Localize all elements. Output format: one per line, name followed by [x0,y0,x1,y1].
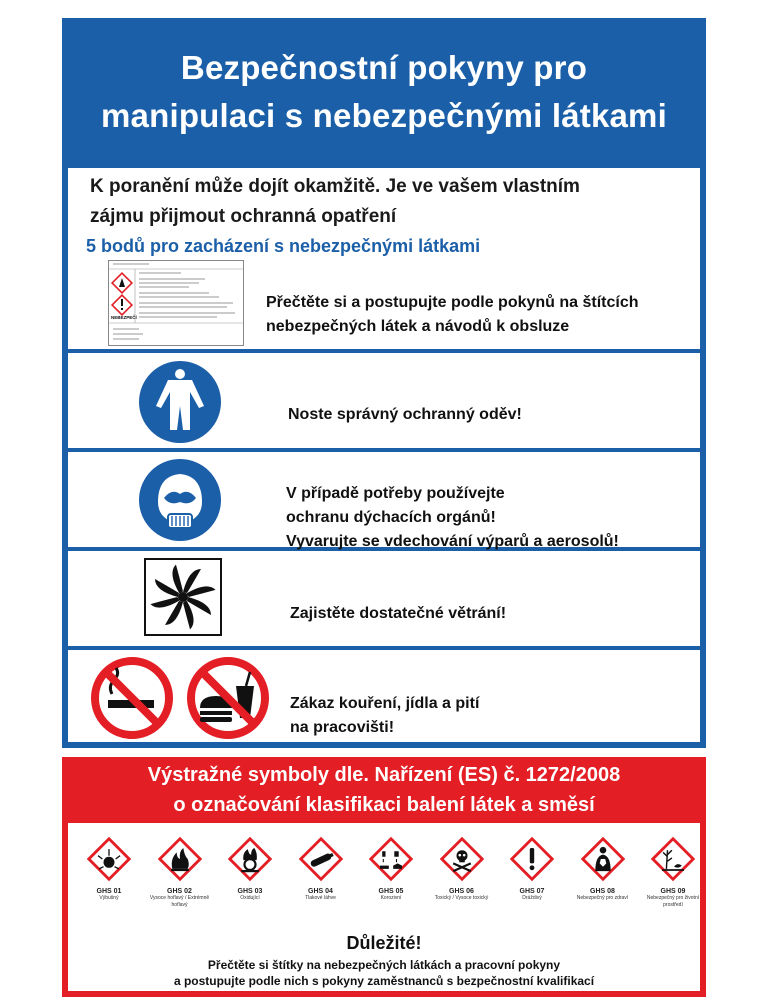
ghs-item [497,837,567,902]
no-smoking-icon [90,656,174,740]
row-1-text [266,291,639,339]
flame-icon [158,837,202,881]
ghs-code: GHS 02 [167,888,192,895]
ghs-item [638,837,708,909]
ghs-name: Vysoce hořlavý / Extrémně hořlavý [149,895,210,908]
environment-icon [651,837,695,881]
ghs-code: GHS 04 [308,888,333,895]
flame-over-circle-icon [228,837,272,881]
important-heading: Důležité! [346,933,422,953]
hazard-label-icon [108,260,244,346]
ghs-code: GHS 05 [378,888,404,895]
ghs-item [215,837,285,902]
ghs-name: Toxický / Vysoce toxický [434,895,489,901]
ventilation-panel [68,551,700,646]
corrosion-icon [369,837,413,881]
row-5-line-2: na pracovišti! [290,719,395,736]
row-5-line-1: Zákaz kouření, jídla a pití [290,695,480,712]
row-1-line-1: Přečtěte si a postupujte podle pokynů na štítcích [266,294,639,311]
intro-subtitle: 5 bodů pro zacházení s nebezpečnými látkami [86,236,481,256]
ghs-name: Výbušný [99,895,119,901]
footer-note-line-2: a postupujte podle nich s pokyny zaměstnanců s bezpečnostní kvalifikací [173,974,595,988]
ghs-item [427,837,497,902]
row-2-line-1: Noste správný ochranný oděv! [288,406,522,423]
intro-line-2: zájmu přijmout ochranná opatření [90,206,397,227]
ghs-name: Korozivní [380,895,402,901]
row-3-text [286,482,619,554]
poster-title [62,18,706,166]
ghs-name: Nebezpečný pro zdraví [576,895,629,901]
ghs-code: GHS 08 [590,888,615,895]
intro-panel [68,168,700,349]
ghs-code: GHS 07 [519,888,545,895]
row-3-line-3: Vyvarujte se vdechování výparů a aerosolů! [286,533,619,550]
clothing-panel [68,353,700,448]
row-3-line-2: ochranu dýchacích orgánů! [286,509,496,526]
row-5-text [290,692,479,740]
respirator-icon [138,458,222,542]
ghs-code: GHS 03 [237,888,263,895]
exploding-bomb-icon [87,837,131,881]
ghs-item [356,837,426,902]
ghs-name: Tlakové láhve [305,895,336,901]
warning-title-line-1: Výstražné symboly dle. Nařízení (ES) č. 1272/2008 [147,764,621,786]
prohibition-panel [68,650,700,742]
warning-title [62,757,706,823]
label-danger-word: NEBEZPEČÍ [111,315,137,320]
row-3-line-1: V případě potřeby používejte [286,485,505,502]
intro [86,172,690,260]
row-4-line-1: Zajistěte dostatečné větrání! [290,605,507,622]
row-1-line-2: nebezpečných látek a návodů k obsluze [266,318,570,335]
ghs-name: Nebezpečný pro životní prostředí [646,895,700,908]
footer-note-line-1: Přečtěte si štítky na nebezpečných látkách a pracovní pokyny [207,958,561,972]
ghs-code: GHS 01 [96,888,122,895]
protective-clothing-icon [138,360,222,444]
warning-symbols-frame [62,757,706,997]
title-line-1: Bezpečnostní pokyny pro [180,49,588,86]
gas-cylinder-icon [299,837,343,881]
warning-title-line-2: o označování klasifikaci balení látek a směsí [173,794,595,816]
warning-panel [68,823,700,991]
ghs-item [74,837,144,902]
safety-instructions-frame [62,18,706,748]
ghs-code: GHS 09 [660,888,686,895]
ghs-name: Dráždivý [522,895,542,901]
row-4-text [290,602,506,626]
ventilation-fan-icon [144,558,222,636]
health-hazard-icon [581,837,625,881]
row-2-text [288,403,522,427]
no-food-drink-icon [186,656,270,740]
exclamation-mark-icon [510,837,554,881]
footer-note [68,957,700,989]
title-line-2: manipulaci s nebezpečnými látkami [101,97,667,134]
skull-crossbones-icon [440,837,484,881]
respirator-panel [68,452,700,550]
intro-line-1: K poranění může dojít okamžitě. Je ve vašem vlastním [90,176,580,197]
ghs-item [145,837,215,909]
ghs-name: Oxidující [240,895,260,901]
ghs-item [568,837,638,902]
ghs-item [286,837,356,902]
ghs-code: GHS 06 [449,888,474,895]
